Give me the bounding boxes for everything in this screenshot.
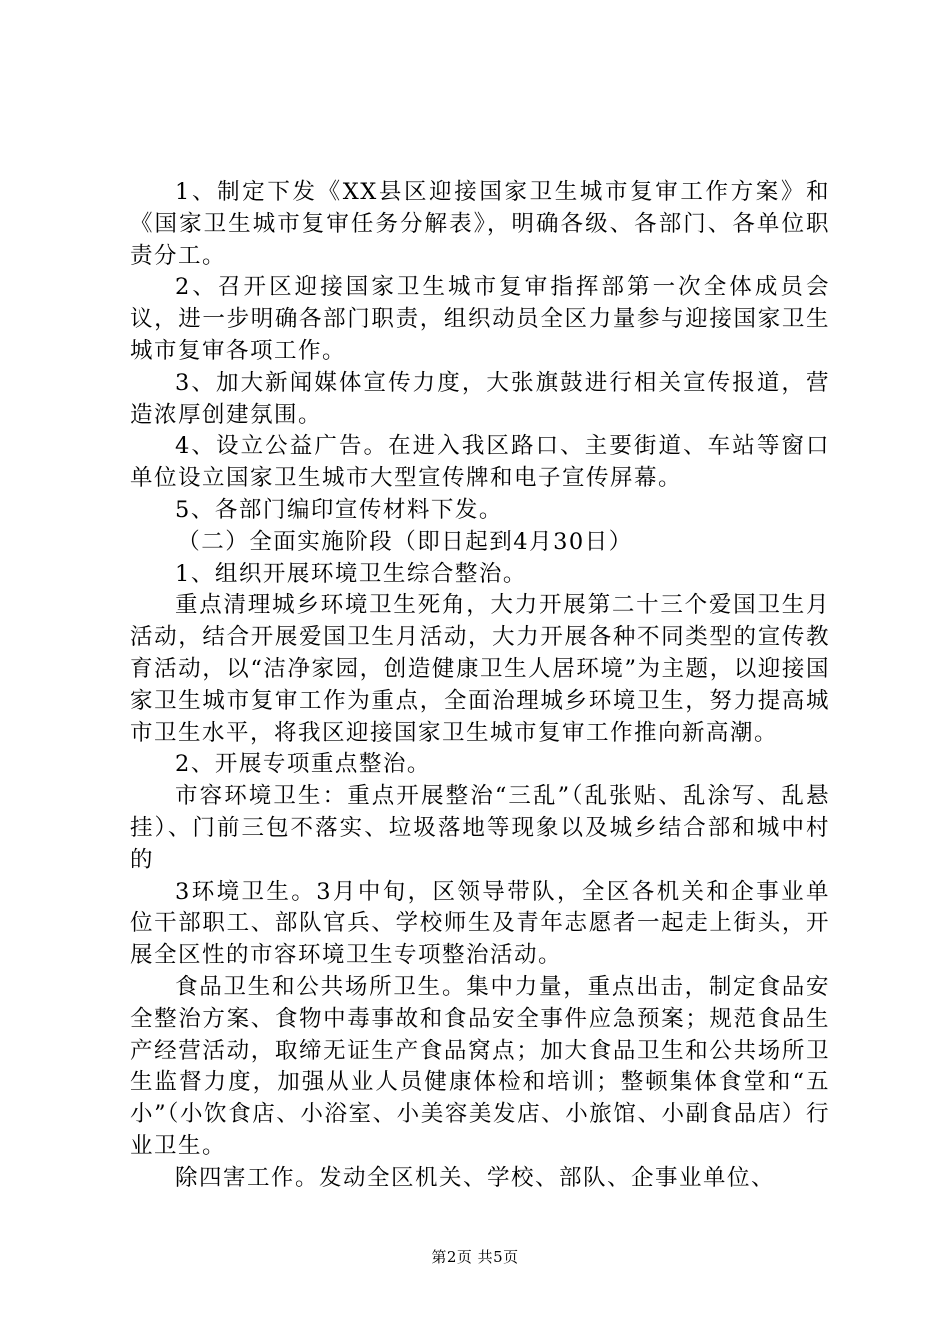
paragraph-environment-cont: 3环境卫生。3月中旬，区领导带队，全区各机关和企事业单位干部职工、部队官兵、学校师生及青年志愿者一起走上街头，开展全区性的市容环境卫生专项整治活动。 [130, 878, 830, 969]
paragraph-item-4: 4、设立公益广告。在进入我区路口、主要街道、车站等窗口单位设立国家卫生城市大型宣传牌和电子宣传屏幕。 [130, 433, 830, 492]
paragraph-item-2: 2、召开区迎接国家卫生城市复审指挥部第一次全体成员会议，进一步明确各部门职责，组织动员全区力量参与迎接国家卫生城市复审各项工作。 [130, 274, 830, 364]
subsection-heading-2: 2、开展专项重点整治。 [175, 751, 431, 778]
page-footer: 第2页 共5页 [431, 1248, 519, 1266]
document-body [130, 177, 830, 1195]
section-heading: （二）全面实施阶段（即日起到4月30日） [177, 528, 633, 555]
paragraph-pest-control: 除四害工作。发动全区机关、学校、部队、企事业单位、 [175, 1164, 776, 1191]
paragraph-food-safety: 食品卫生和公共场所卫生。集中力量，重点出击，制定食品安全整治方案、食物中毒事故和食品安全事件应急预案；规范食品生产经营活动，取缔无证生产食品窝点；加大食品卫生和公共场所卫生监督力度，加强从业人员健康体检和培训；整顿集体食堂和“五小”（小饮食店、小浴室、小美容美发店、小旅馆、小副食品店）行业卫生。 [130, 973, 830, 1159]
paragraph-item-5: 5、各部门编印宣传材料下发。 [175, 496, 503, 523]
paragraph-environment: 重点清理城乡环境卫生死角，大力开展第二十三个爱国卫生月活动，结合开展爱国卫生月活动，大力开展各种不同类型的宣传教育活动，以“洁净家园，创造健康卫生人居环境”为主题，以迎接国家卫生城市复审工作为重点，全面治理城乡环境卫生，努力提高城市卫生水平，将我区迎接国家卫生城市复审工作推向新高潮。 [130, 592, 830, 746]
subsection-heading-1: 1、组织开展环境卫生综合整治。 [175, 560, 527, 587]
paragraph-item-1: 1、制定下发《XX县区迎接国家卫生城市复审工作方案》和《国家卫生城市复审任务分解表》，明确各级、各部门、各单位职责分工。 [130, 179, 830, 269]
paragraph-item-3: 3、加大新闻媒体宣传力度，大张旗鼓进行相关宣传报道，营造浓厚创建氛围。 [130, 369, 830, 428]
paragraph-city-appearance: 市容环境卫生：重点开展整治“三乱”（乱张贴、乱涂写、乱悬挂）、门前三包不落实、垃圾落地等现象以及城乡结合部和城中村的 [130, 783, 830, 873]
